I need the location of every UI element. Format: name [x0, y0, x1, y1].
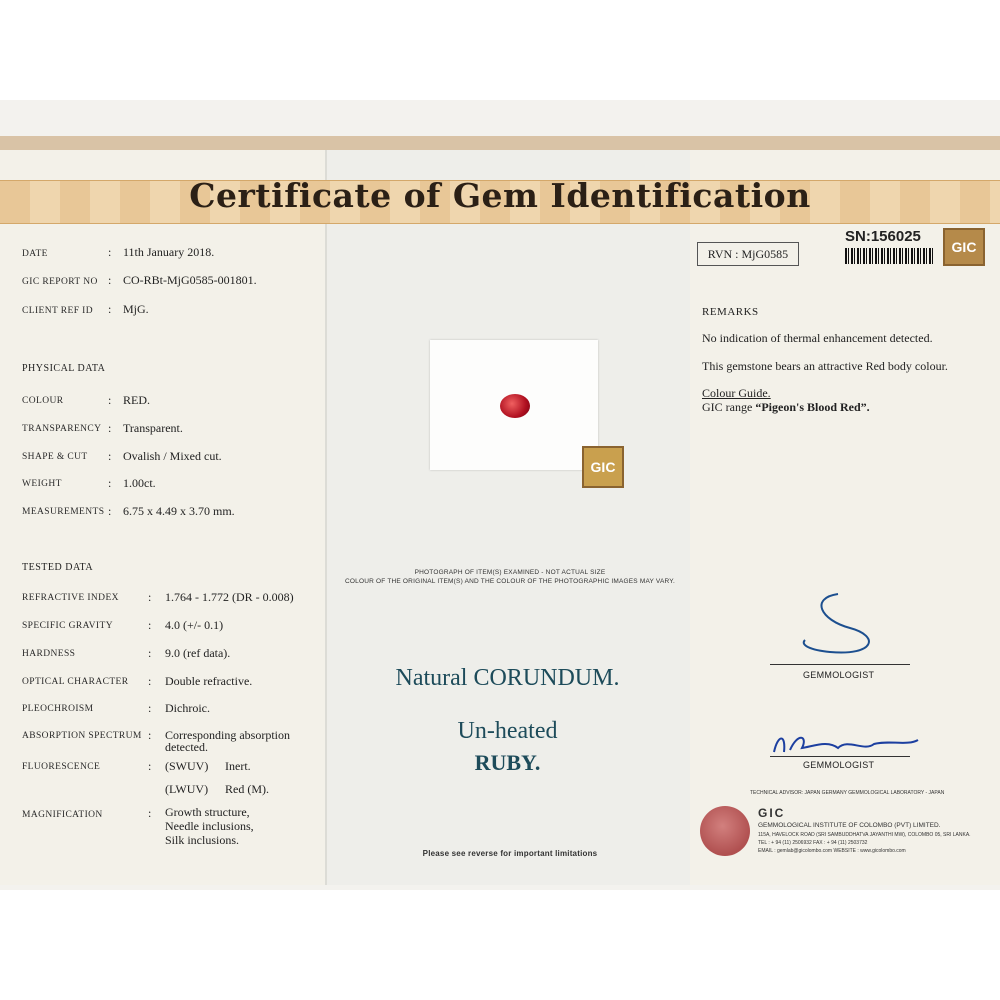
physical-value: 1.00ct.: [123, 476, 156, 490]
remark-2: This gemstone bears an attractive Red body colour.: [702, 359, 948, 373]
remarks-heading: REMARKS: [702, 306, 759, 318]
report-label: GIC REPORT NO: [22, 277, 98, 287]
colon: :: [108, 504, 112, 518]
treatment: Un-heated: [457, 718, 558, 744]
colon: :: [148, 646, 152, 660]
tested-label: ABSORPTION SPECTRUM: [22, 731, 142, 741]
remark-1: No indication of thermal enhancement detected.: [702, 331, 933, 345]
physical-value: RED.: [123, 393, 150, 407]
colon: :: [148, 701, 152, 715]
serial-number: SN:156025: [845, 228, 921, 245]
org-address: 115A, HAVELOCK ROAD (SRI SAMBUDDHATVA JAYANTHI MW), COLOMBO 05, SRI LANKA.: [758, 832, 971, 838]
signature-line-2: [770, 756, 910, 757]
colon: :: [108, 476, 112, 490]
wax-seal: [700, 806, 750, 856]
colon: :: [108, 393, 112, 407]
signature-line-1: [770, 664, 910, 665]
physical-label: MEASUREMENTS: [22, 507, 105, 517]
tested-label: HARDNESS: [22, 649, 76, 659]
signature-1: [790, 590, 900, 660]
fluor-lw-result: Red (M).: [225, 782, 269, 796]
tested-value: 1.764 - 1.772 (DR - 0.008): [165, 590, 294, 604]
physical-value: Transparent.: [123, 421, 183, 435]
colon: :: [148, 806, 152, 820]
gic-badge: GIC: [943, 228, 985, 266]
magnification-line: Silk inclusions.: [165, 833, 240, 847]
colour-guide: Colour Guide.: [702, 386, 771, 400]
physical-value: Ovalish / Mixed cut.: [123, 449, 222, 463]
date-label: DATE: [22, 249, 48, 259]
tested-label: OPTICAL CHARACTER: [22, 677, 129, 687]
tested-value: (SWUV): [165, 759, 209, 773]
physical-label: WEIGHT: [22, 479, 62, 489]
fluor-lw: (LWUV): [165, 782, 209, 796]
colon: :: [148, 618, 152, 632]
rvn-box: RVN : MjG0585: [697, 242, 799, 266]
physical-label: SHAPE & CUT: [22, 452, 88, 462]
folder-edge: [0, 136, 1000, 150]
client-value: MjG.: [123, 302, 149, 316]
gic-range: [702, 400, 870, 415]
tested-label: REFRACTIVE INDEX: [22, 593, 119, 603]
colon: :: [148, 759, 152, 773]
tested-value: 4.0 (+/- 0.1): [165, 618, 224, 632]
tested-value: Dichroic.: [165, 701, 210, 715]
gemmologist-label-1: GEMMOLOGIST: [803, 670, 875, 680]
colon: :: [108, 449, 112, 463]
colon: :: [108, 302, 112, 316]
absorption-line2: detected.: [165, 740, 208, 754]
physical-value: 6.75 x 4.49 x 3.70 mm.: [123, 504, 235, 518]
colon: :: [148, 674, 152, 688]
date-value: 11th January 2018.: [123, 245, 215, 259]
tested-value: Corresponding absorption: [165, 728, 290, 742]
gic-range-value: “Pigeon's Blood Red”.: [755, 400, 870, 414]
physical-label: COLOUR: [22, 396, 64, 406]
tested-label: PLEOCHROISM: [22, 704, 94, 714]
ruby-gem-image: [500, 394, 530, 418]
magnification-line: Growth structure,: [165, 805, 250, 819]
fluor-sw-result: Inert.: [225, 759, 251, 773]
colon: :: [148, 728, 152, 742]
gic-hologram-seal: GIC: [582, 446, 624, 488]
physical-label: TRANSPARENCY: [22, 424, 102, 434]
colon: :: [108, 421, 112, 435]
org-email: EMAIL : gemlab@gicolombo.com WEBSITE : www.gicolombo.com: [758, 848, 906, 854]
org-tel: TEL : + 94 (11) 2506932 FAX : + 94 (11) 2503732: [758, 840, 868, 846]
tested-heading: TESTED DATA: [22, 562, 94, 573]
variety: RUBY.: [474, 750, 541, 775]
org-short: GIC: [758, 806, 786, 820]
tested-label: SPECIFIC GRAVITY: [22, 621, 113, 631]
magnification-label: MAGNIFICATION: [22, 810, 103, 820]
org-name: GEMMOLOGICAL INSTITUTE OF COLOMBO (PVT) LIMITED.: [758, 822, 941, 829]
report-value: CO-RBt-MjG0585-001801.: [123, 273, 257, 287]
photo-caption-2: COLOUR OF THE ORIGINAL ITEM(S) AND THE COLOUR OF THE PHOTOGRAPHIC IMAGES MAY VARY.: [344, 578, 676, 585]
tested-label: FLUORESCENCE: [22, 762, 101, 772]
photo-caption-1: PHOTOGRAPH OF ITEM(S) EXAMINED - NOT ACTUAL SIZE: [414, 569, 606, 576]
species: Natural CORUNDUM.: [395, 665, 620, 691]
tested-value: 9.0 (ref data).: [165, 646, 231, 660]
technical-advisor: TECHNICAL ADVISOR: JAPAN GERMANY GEMMOLOGICAL LABORATORY - JAPAN: [750, 790, 945, 796]
limitations-note: Please see reverse for important limitations: [422, 849, 598, 858]
physical-heading: PHYSICAL DATA: [22, 363, 106, 374]
client-label: CLIENT REF ID: [22, 306, 93, 316]
tested-value: Double refractive.: [165, 674, 253, 688]
barcode: [845, 248, 933, 264]
magnification-line: Needle inclusions,: [165, 819, 254, 833]
colon: :: [108, 273, 112, 287]
colon: :: [148, 590, 152, 604]
magnification-value: [165, 805, 254, 847]
certificate-title: Certificate of Gem Identification: [189, 176, 811, 215]
colon: :: [108, 245, 112, 259]
gic-range-prefix: GIC range: [702, 400, 753, 414]
gemmologist-label-2: GEMMOLOGIST: [803, 760, 875, 770]
